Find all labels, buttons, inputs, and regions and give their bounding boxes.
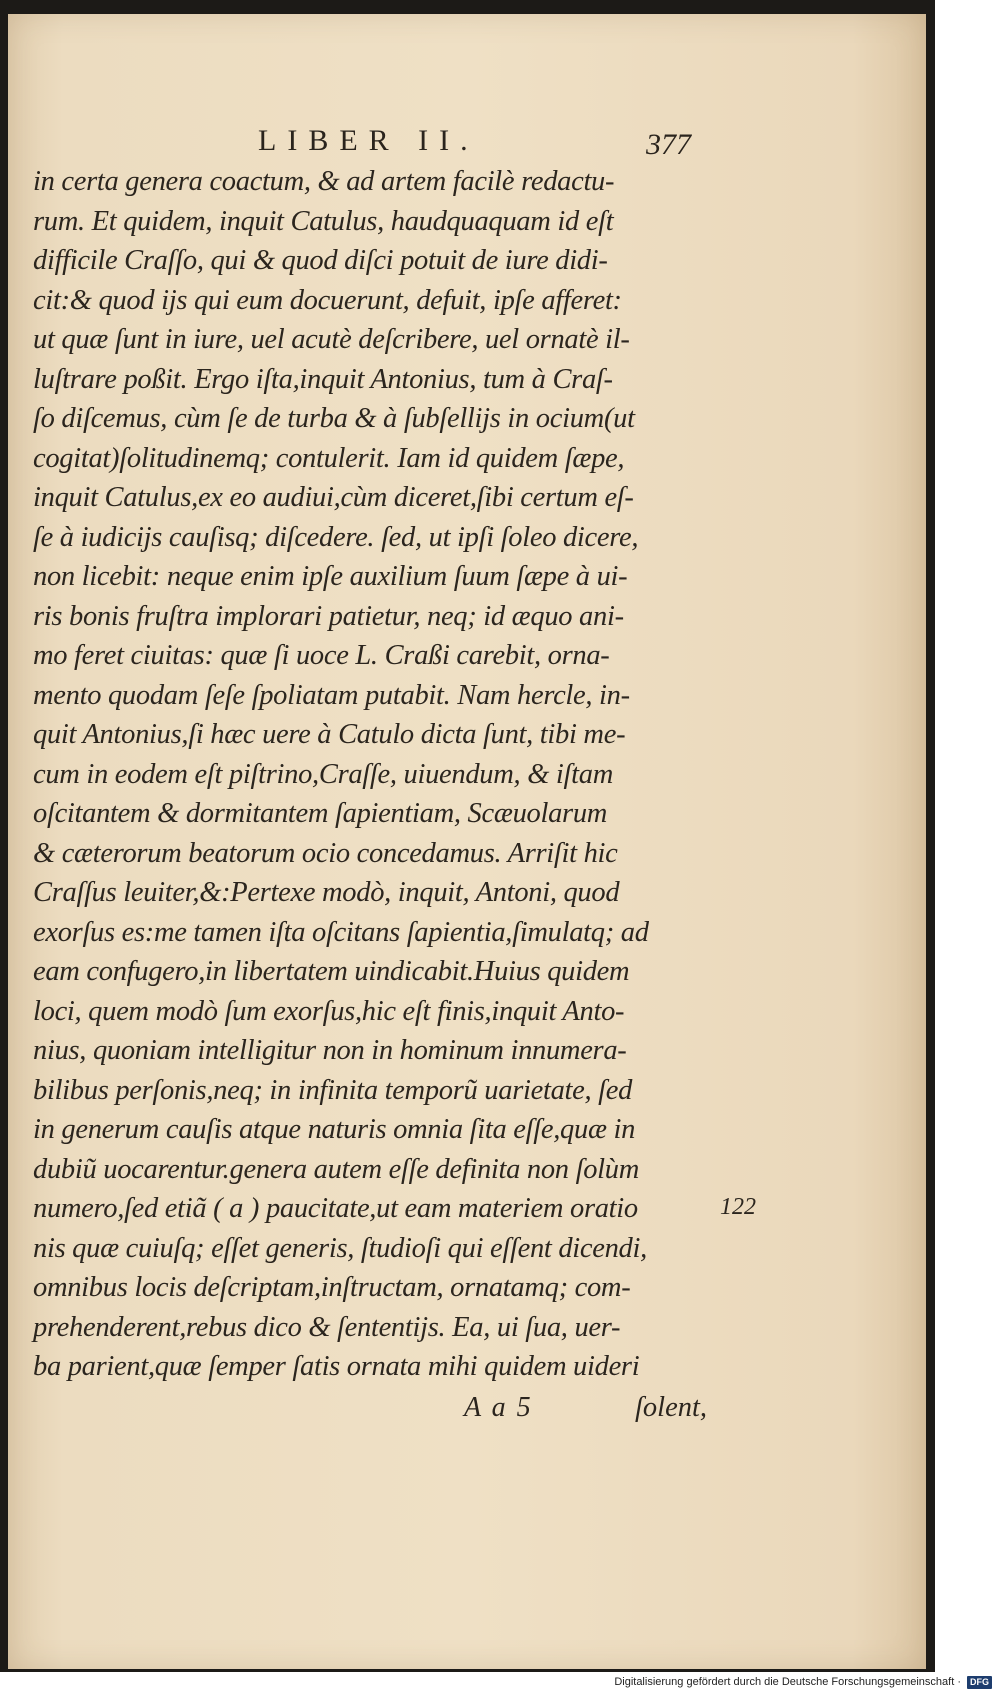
running-head (8, 114, 926, 164)
text-line: in generum cauſis atque naturis omnia ſita eſſe,quæ in (33, 1114, 636, 1145)
margin-note: 122 (720, 1194, 756, 1220)
text-line: ut quæ ſunt in iure, uel acutè deſcribere, uel ornatè il- (33, 324, 630, 355)
text-line: exorſus es:me tamen iſta oſcitans ſapientia,ſimulatq; ad (33, 916, 649, 948)
text-line: rum. Et quidem, inquit Catulus, haudquaquam id eſt (33, 205, 614, 237)
body-text (33, 162, 733, 1387)
text-line: inquit Catulus,ex eo audiui,cùm diceret,ſibi certum eſ- (33, 482, 634, 513)
book-page (8, 14, 926, 1669)
text-line: ſo diſcemus, cùm ſe de turba & à ſubſellijs in ocium(ut (33, 403, 635, 434)
text-line: cogitat)ſolitudinemq; contulerit. Iam id quidem ſæpe, (33, 442, 625, 474)
text-line: nius, quoniam intelligitur non in hominum innumera- (33, 1035, 627, 1066)
footer-credit (614, 1673, 992, 1691)
text-line: mento quodam ſeſe ſpoliatam putabit. Nam hercle, in- (33, 679, 630, 711)
text-line: prehenderent,rebus dico & ſententijs. Ea, ui ſua, uer- (33, 1311, 621, 1343)
text-line: eam confugero,in libertatem uindicabit.Huius quidem (33, 956, 630, 987)
running-title: LIBER II. (258, 124, 479, 157)
text-line: in certa genera coactum, & ad artem facilè redactu- (33, 166, 615, 197)
text-line: bilibus perſonis,neq; in infinita temporũ uarietate, ſed (33, 1074, 633, 1106)
text-line: numero,ſed etiã ( a ) paucitate,ut eam materiem oratio (33, 1193, 638, 1224)
text-line: quit Antonius,ſi hæc uere à Catulo dicta ſunt, tibi me- (33, 719, 626, 750)
text-line: oſcitantem & dormitantem ſapientiam, Scæuolarum (33, 798, 608, 829)
text-line: cit:& quod ijs qui eum docuerunt, defuit, ipſe afferet: (33, 284, 622, 316)
footer-text: Digitalisierung gefördert durch die Deutsche Forschungsgemeinschaft · (614, 1676, 961, 1688)
text-line: dubiũ uocarentur.genera autem eſſe definita non ſolùm (33, 1153, 639, 1185)
text-line: non licebit: neque enim ipſe auxilium ſuum ſæpe à ui- (33, 561, 628, 592)
signature-mark: A a 5 (464, 1392, 533, 1423)
dfg-logo-icon: DFG (967, 1676, 992, 1689)
text-line: cum in eodem eſt piſtrino,Craſſe, uiuendum, & iſtam (33, 758, 613, 790)
text-line: ſe à iudicijs cauſisq; diſcedere. ſed, ut ipſi ſoleo dicere, (33, 521, 639, 553)
text-line: difficile Craſſo, qui & quod diſci potuit de iure didi- (33, 245, 608, 276)
text-line: luſtrare poßit. Ergo iſta,inquit Antonius, tum à Craſ- (33, 363, 613, 395)
text-line: mo feret ciuitas: quæ ſi uoce L. Craßi carebit, orna- (33, 640, 610, 671)
text-line: Craſſus leuiter,&:Pertexe modò, inquit, Antoni, quod (33, 877, 620, 908)
text-line: & cæterorum beatorum ocio concedamus. Arriſit hic (33, 837, 618, 869)
text-line: ris bonis fruſtra implorari patietur, neq; id æquo ani- (33, 600, 624, 632)
text-line: nis quæ cuiuſq; eſſet generis, ſtudioſi qui eſſent dicendi, (33, 1232, 647, 1264)
catchword: ſolent, (635, 1392, 708, 1423)
text-line: loci, quem modò ſum exorſus,hic eſt finis,inquit Anto- (33, 995, 625, 1027)
text-line: ba parient,quæ ſemper ſatis ornata mihi quidem uideri (33, 1351, 640, 1382)
page-number: 377 (646, 128, 691, 161)
text-line: omnibus locis deſcriptam,inſtructam, ornatamq; com- (33, 1272, 631, 1303)
